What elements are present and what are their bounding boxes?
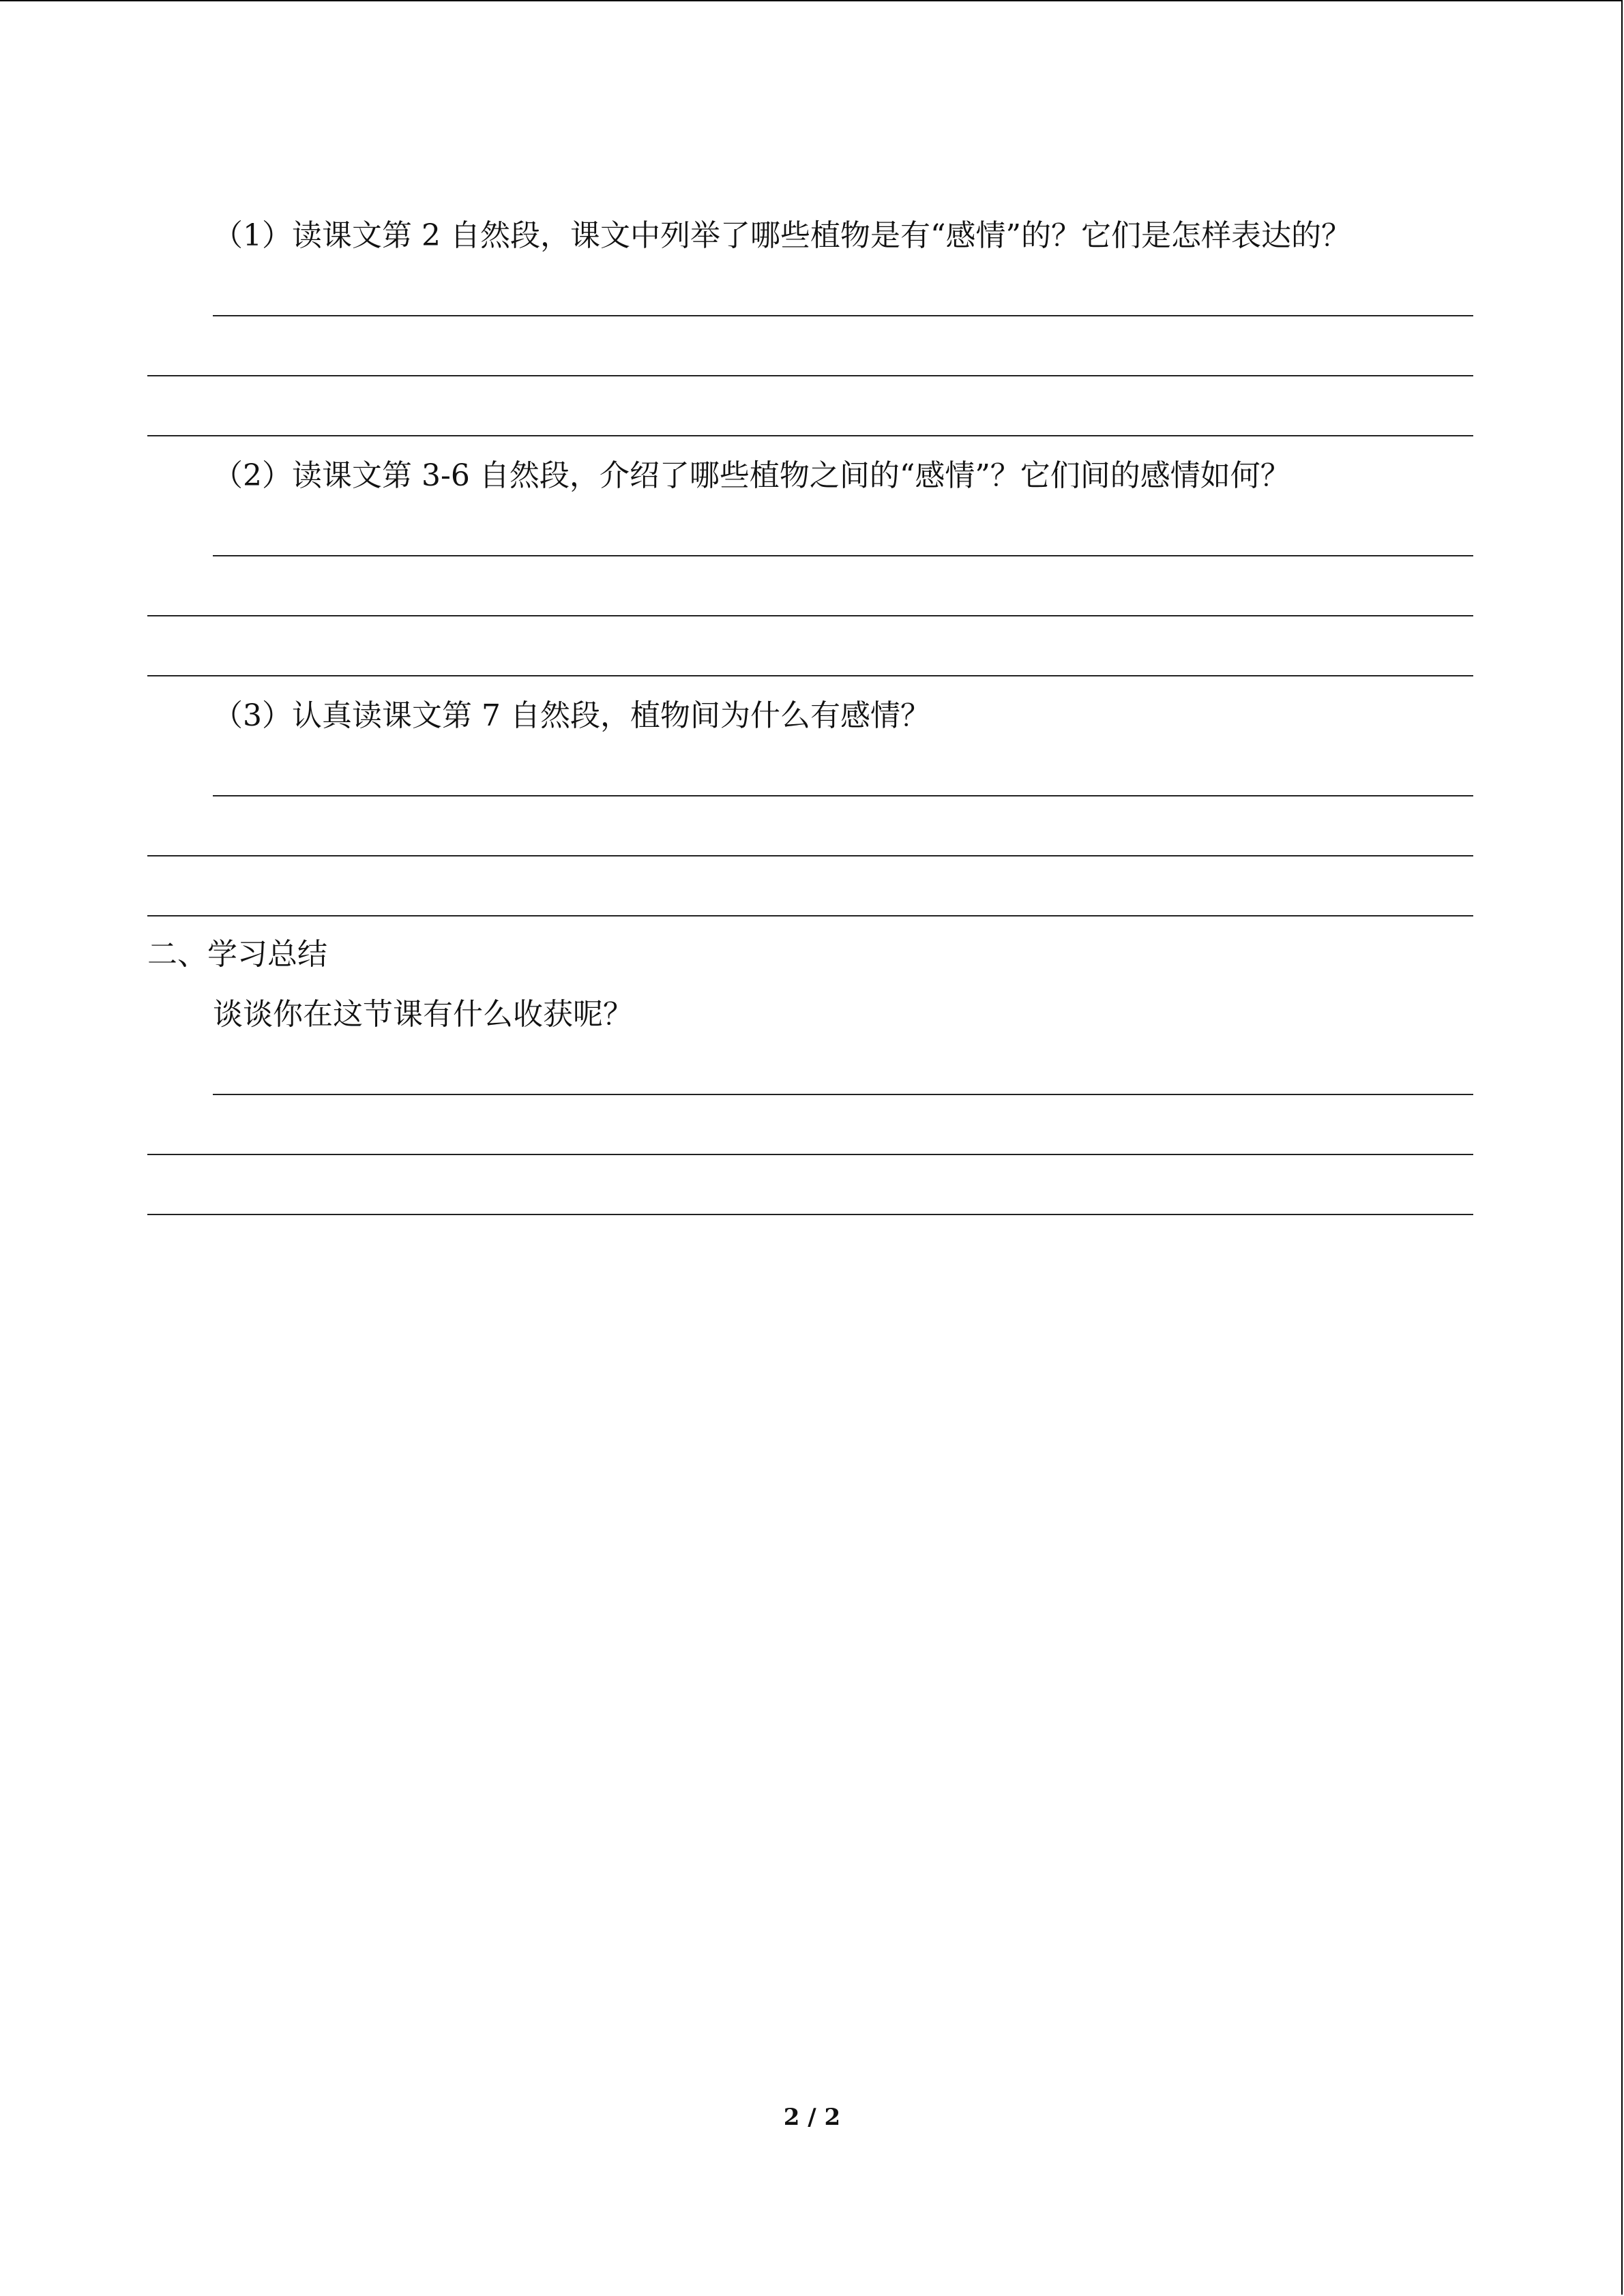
question-2-answer-line-2[interactable] xyxy=(147,615,1473,616)
question-1-answer-line-1[interactable] xyxy=(213,315,1473,316)
question-3-text: （3）认真读课文第 7 自然段，植物间为什么有感情？ xyxy=(213,698,930,733)
question-3-answer-line-2[interactable] xyxy=(147,855,1473,856)
question-1-answer-line-3[interactable] xyxy=(147,435,1473,436)
summary-heading: 二、学习总结 xyxy=(147,937,327,972)
question-2-answer-line-3[interactable] xyxy=(147,675,1473,676)
summary-answer-line-3[interactable] xyxy=(147,1214,1473,1215)
question-1-text: （1）读课文第 2 自然段，课文中列举了哪些植物是有“感情”的？它们是怎样表达的？ xyxy=(213,218,1351,253)
summary-answer-line-1[interactable] xyxy=(213,1094,1473,1095)
question-2-text: （2）读课文第 3-6 自然段，介绍了哪些植物之间的“感情”？它们间的感情如何？ xyxy=(213,458,1290,493)
summary-prompt: 谈谈你在这节课有什么收获呢？ xyxy=(213,997,633,1032)
summary-answer-line-2[interactable] xyxy=(147,1154,1473,1155)
question-3-answer-line-3[interactable] xyxy=(147,915,1473,916)
question-1-answer-line-2[interactable] xyxy=(147,375,1473,376)
page-number: 2 / 2 xyxy=(783,2104,841,2131)
question-2-answer-line-1[interactable] xyxy=(213,555,1473,556)
question-3-answer-line-1[interactable] xyxy=(213,795,1473,796)
